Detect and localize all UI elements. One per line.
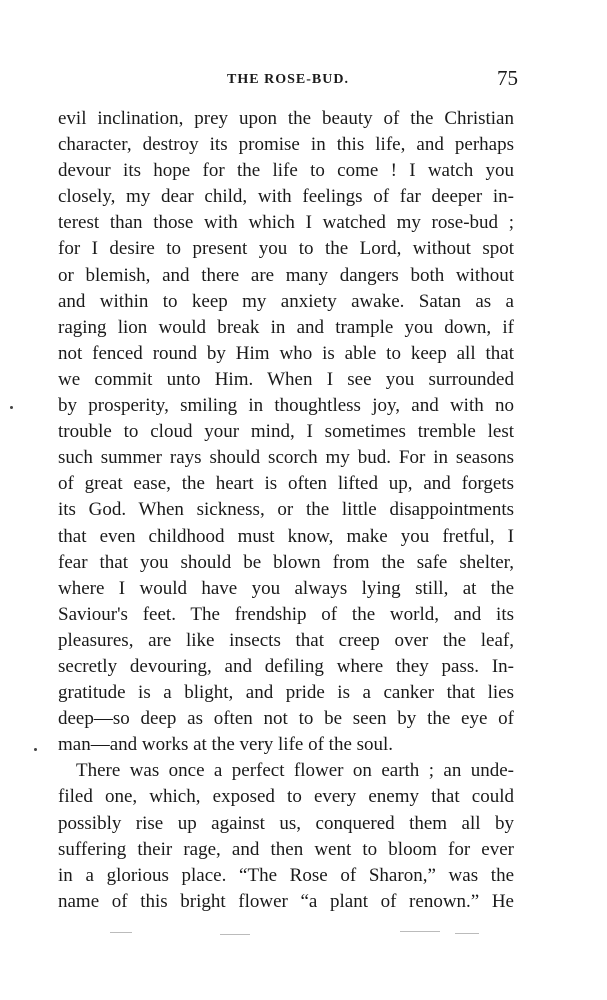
text-line: of great ease, the heart is often lifted up, and forgets: [58, 473, 514, 495]
print-speck: [400, 931, 440, 932]
text-line: possibly rise up against us, conquered them all by: [58, 812, 514, 834]
text-line: fear that you should be blown from the safe shelter,: [58, 551, 514, 573]
print-specks: [100, 930, 520, 938]
text-line: trouble to cloud your mind, I sometimes tremble lest: [58, 421, 514, 443]
text-line: secretly devouring, and defiling where they pass. In-: [58, 655, 514, 677]
text-line: filed one, which, exposed to every enemy that could: [58, 786, 514, 808]
margin-speck: [10, 406, 13, 409]
paragraph-last-line: man—and works at the very life of the soul.: [58, 734, 394, 756]
text-line: suffering their rage, and then went to bloom for ever: [58, 838, 514, 860]
text-line: raging lion would break in and trample you down, if: [58, 316, 514, 338]
print-speck: [455, 933, 479, 934]
print-speck: [110, 932, 132, 933]
text-line: for I desire to present you to the Lord, without spot: [58, 238, 514, 260]
page-number: 75: [497, 66, 518, 90]
text-line: closely, my dear child, with feelings of far deeper in-: [58, 186, 514, 208]
text-line: Saviour's feet. The frendship of the world, and its: [58, 603, 514, 625]
text-line: not fenced round by Him who is able to keep all that: [58, 342, 514, 364]
text-line: or blemish, and there are many dangers both without: [58, 264, 514, 286]
text-line: where I would have you always lying still, at the: [58, 577, 514, 599]
text-line: name of this bright flower “a plant of renown.” He: [58, 890, 514, 912]
text-line: devour its hope for the life to come ! I watch you: [58, 160, 514, 182]
running-head: [58, 64, 518, 94]
text-line: its God. When sickness, or the little disappointments: [58, 499, 514, 521]
text-line: in a glorious place. “The Rose of Sharon,” was the: [58, 864, 514, 886]
print-speck: [220, 934, 250, 935]
text-line: that even childhood must know, make you fretful, I: [58, 525, 514, 547]
text-line: evil inclination, prey upon the beauty of the Christian: [58, 108, 514, 129]
text-line: deep—so deep as often not to be seen by the eye of: [58, 708, 514, 730]
text-line: and within to keep my anxiety awake. Satan as a: [58, 290, 514, 312]
margin-speck: [34, 748, 37, 751]
text-line: such summer rays should scorch my bud. For in seasons: [58, 447, 514, 469]
paragraph-first-line: There was once a perfect flower on earth ; an unde-: [76, 760, 514, 782]
text-line: gratitude is a blight, and pride is a canker that lies: [58, 682, 514, 704]
running-title: THE ROSE-BUD.: [227, 72, 349, 87]
body-text: [58, 106, 514, 915]
text-line: terest than those with which I watched my rose-bud ;: [58, 212, 514, 234]
text-line: by prosperity, smiling in thoughtless joy, and with no: [58, 395, 514, 417]
text-line: pleasures, are like insects that creep over the leaf,: [58, 629, 514, 651]
text-line: character, destroy its promise in this life, and perhaps: [58, 134, 514, 156]
text-line: we commit unto Him. When I see you surrounded: [58, 368, 514, 390]
